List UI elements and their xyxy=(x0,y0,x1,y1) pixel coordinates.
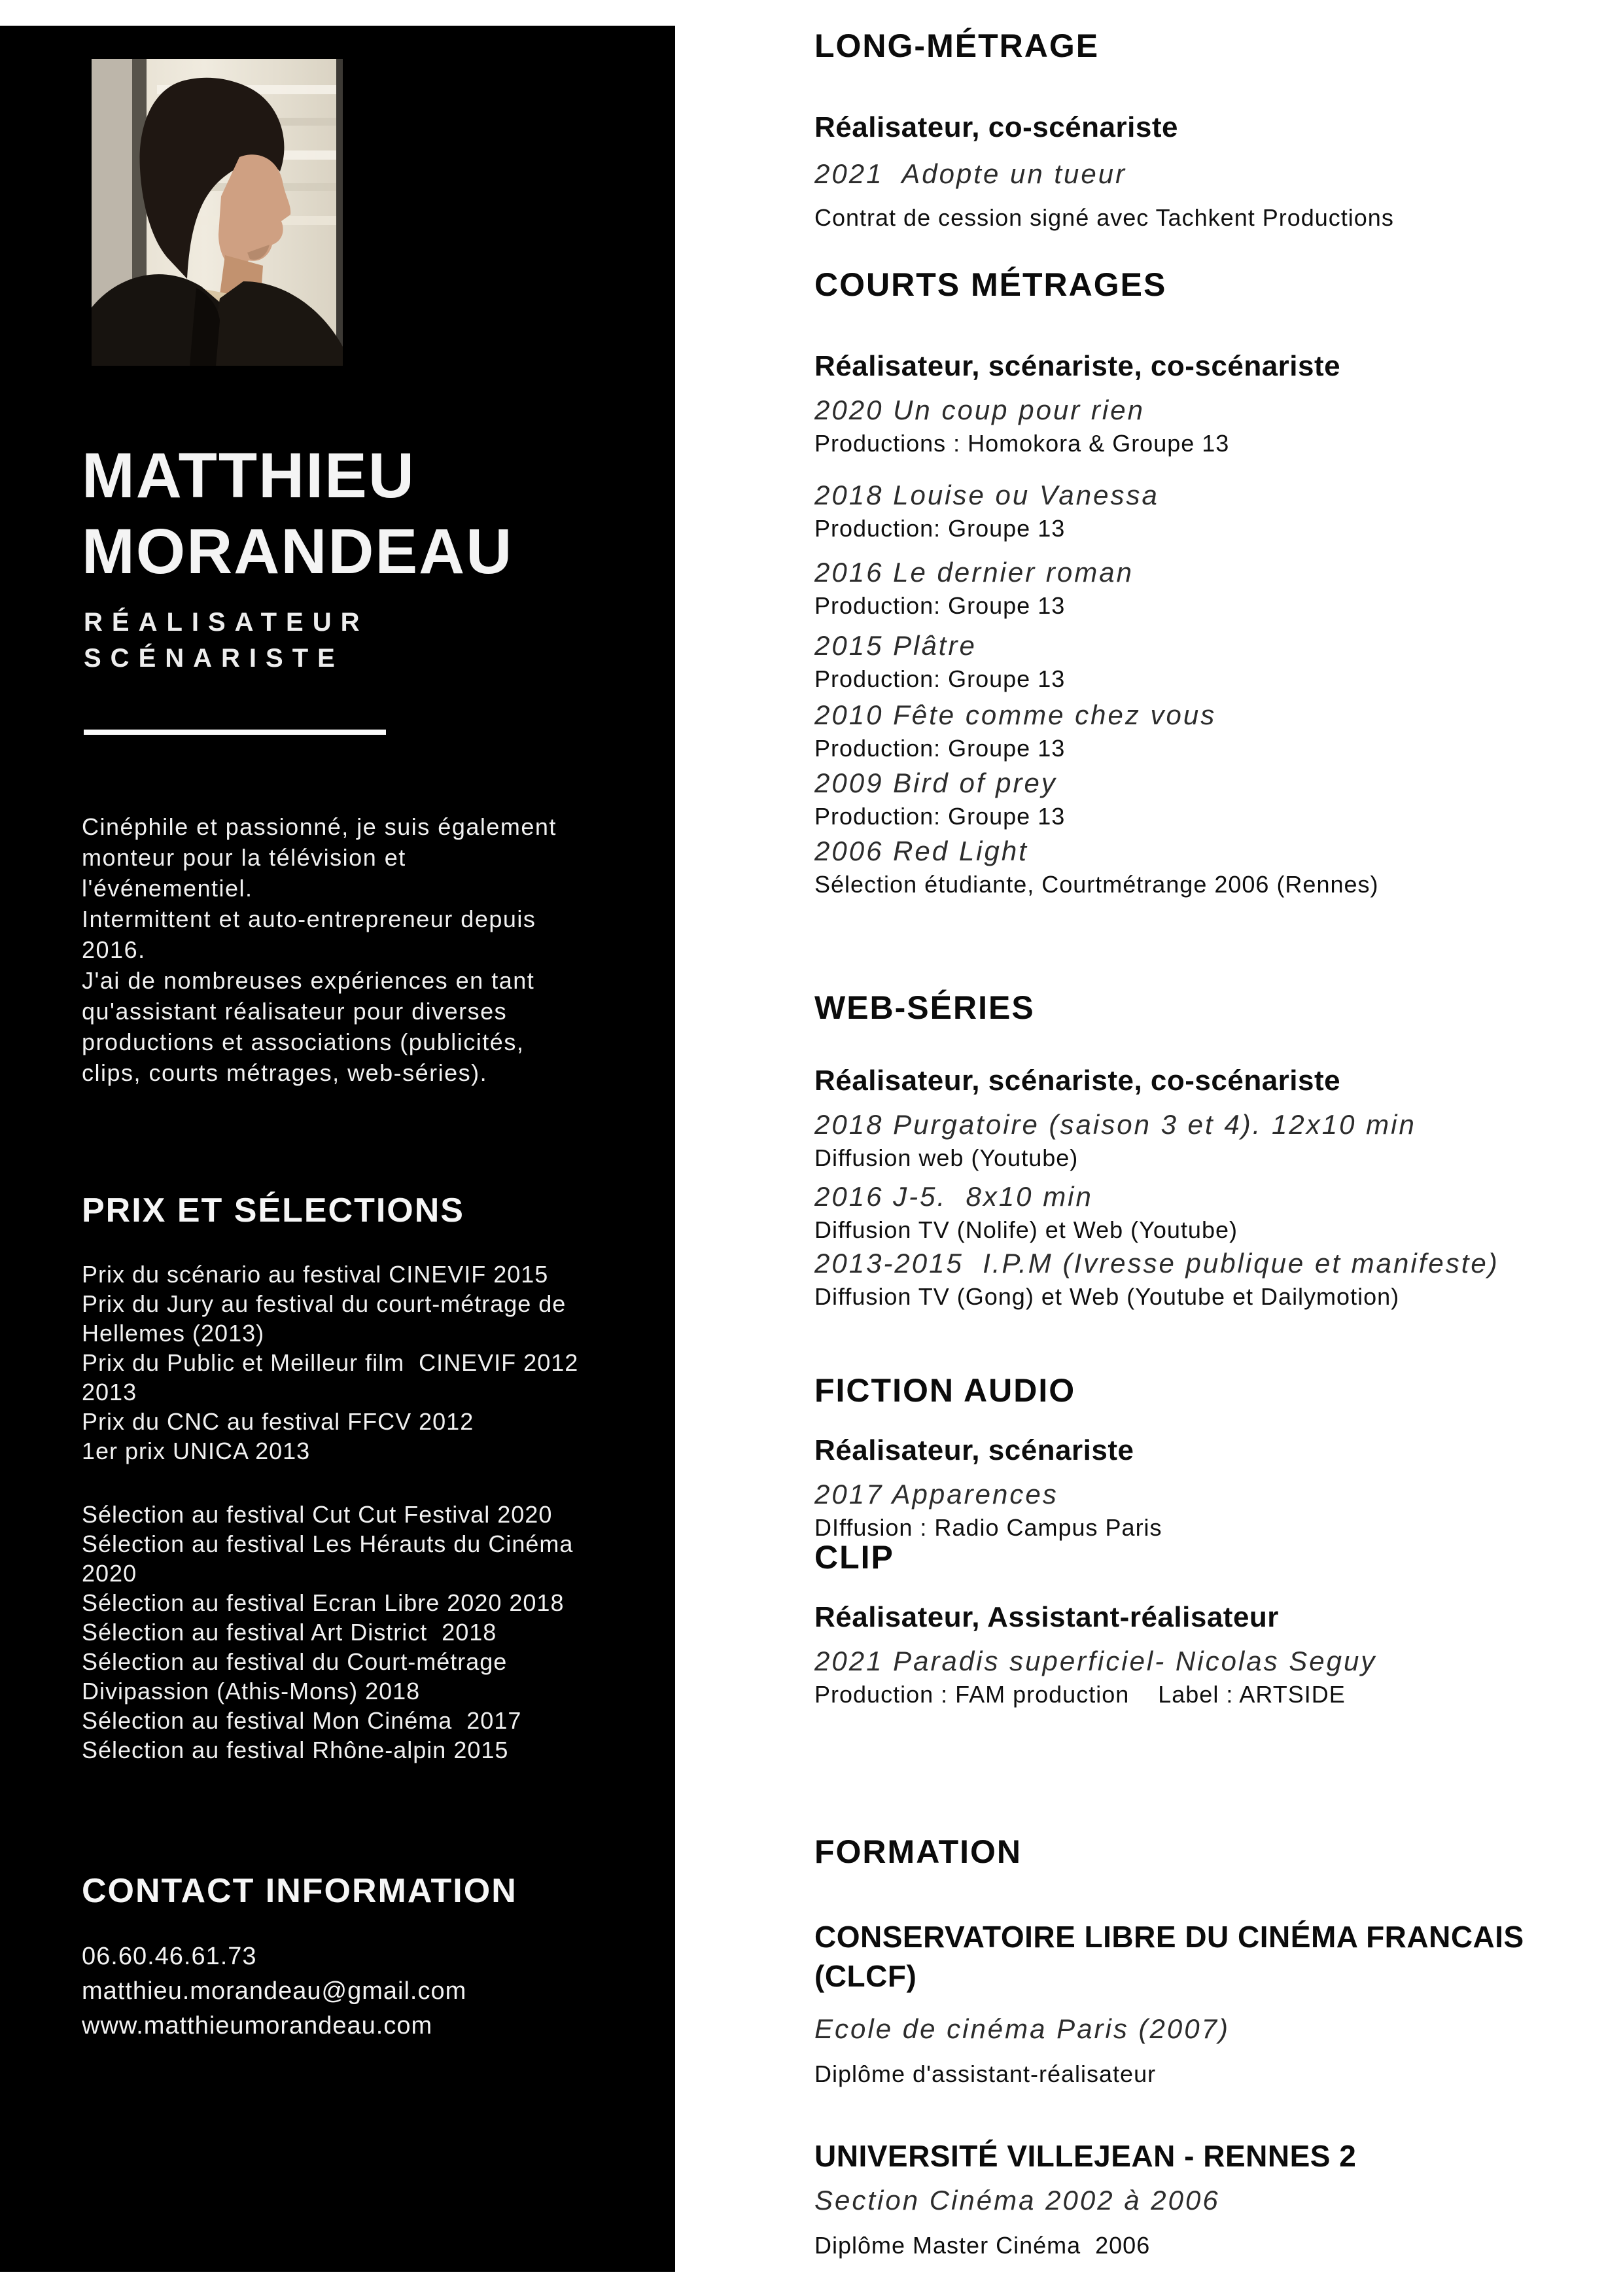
prize-item: 1er prix UNICA 2013 xyxy=(82,1438,311,1464)
selection-item: Sélection au festival Mon Cinéma 2017 xyxy=(82,1707,522,1734)
education-entry xyxy=(814,2136,1610,2262)
phone-number: 06.60.46.61.73 xyxy=(82,1943,257,1970)
film-detail: Production: Groupe 13 xyxy=(814,803,1066,830)
section-title: FORMATION xyxy=(814,1833,1022,1870)
email-address: matthieu.morandeau@gmail.com xyxy=(82,1977,467,2005)
film-title: 2015 Plâtre xyxy=(814,630,977,661)
film-detail: Productions : Homokora & Groupe 13 xyxy=(814,430,1230,457)
sidebar-divider xyxy=(84,730,386,735)
portrait-photo xyxy=(92,59,343,366)
selection-item: Sélection au festival Rhône-alpin 2015 xyxy=(82,1737,509,1763)
contact-details xyxy=(82,1939,466,2043)
filmography-entry xyxy=(814,1477,1610,1544)
selection-item: Sélection au festival Cut Cut Festival 2020 xyxy=(82,1501,553,1528)
section-fiction-audio xyxy=(814,1371,1610,1544)
section-role: Réalisateur, scénariste xyxy=(814,1434,1134,1466)
section-long-metrage xyxy=(814,26,1610,234)
selection-item: Sélection au festival Les Hérauts du Cinéma 2020 xyxy=(82,1530,581,1587)
film-detail: Production : FAM production Label : ARTSIDE xyxy=(814,1681,1346,1708)
section-role: Réalisateur, Assistant-réalisateur xyxy=(814,1601,1279,1633)
job-title-line1: RÉALISATEUR xyxy=(84,608,369,637)
section-web-series xyxy=(814,988,1610,1313)
bio-line: Intermittent et auto-entrepreneur depuis 2016. xyxy=(82,906,536,963)
filmography-entry xyxy=(814,766,1610,833)
filmography-entry xyxy=(814,478,1610,545)
section-clip xyxy=(814,1538,1610,1711)
film-title: 2017 Apparences xyxy=(814,1479,1058,1510)
film-title: 2016 J-5. 8x10 min xyxy=(814,1181,1093,1212)
bio-paragraph xyxy=(82,811,566,1088)
school-diploma: Diplôme Master Cinéma 2006 xyxy=(814,2232,1151,2259)
job-title-line2: SCÉNARISTE xyxy=(84,644,344,673)
film-detail: DIffusion : Radio Campus Paris xyxy=(814,1514,1162,1541)
film-title: 2021 Adopte un tueur xyxy=(814,158,1127,189)
filmography-entry xyxy=(814,1246,1610,1313)
main-column xyxy=(814,0,1610,2296)
film-detail: Diffusion web (Youtube) xyxy=(814,1144,1079,1171)
film-title: 2006 Red Light xyxy=(814,836,1028,866)
person-name-line1: MATTHIEU xyxy=(82,440,415,511)
section-courts-metrages xyxy=(814,265,1610,901)
film-title: 2020 Un coup pour rien xyxy=(814,395,1145,425)
section-title: CLIP xyxy=(814,1539,894,1576)
section-role: Réalisateur, co-scénariste xyxy=(814,111,1178,143)
film-detail: Diffusion TV (Nolife) et Web (Youtube) xyxy=(814,1216,1238,1243)
film-title: 2013-2015 I.P.M (Ivresse publique et manifeste) xyxy=(814,1248,1499,1279)
film-detail: Sélection étudiante, Courtmétrange 2006 (Rennes) xyxy=(814,871,1379,898)
selection-item: Sélection au festival Ecran Libre 2020 2018 xyxy=(82,1589,565,1616)
filmography-entry xyxy=(814,556,1610,622)
filmography-entry xyxy=(814,1108,1610,1174)
person-job-titles xyxy=(84,605,368,677)
section-formation xyxy=(814,1832,1610,2262)
film-detail: Production: Groupe 13 xyxy=(814,515,1066,542)
selection-item: Sélection au festival Art District 2018 xyxy=(82,1619,497,1646)
filmography-entry xyxy=(814,698,1610,765)
film-detail: Diffusion TV (Gong) et Web (Youtube et Dailymotion) xyxy=(814,1283,1400,1310)
section-role: Réalisateur, scénariste, co-scénariste xyxy=(814,350,1341,382)
prize-item: Prix du Jury au festival du court-métrage de Hellemes (2013) xyxy=(82,1290,574,1347)
section-title: FICTION AUDIO xyxy=(814,1372,1076,1409)
filmography-entry xyxy=(814,834,1610,901)
education-entry xyxy=(814,1917,1610,2091)
film-title: 2010 Fête comme chez vous xyxy=(814,699,1217,730)
person-name-line2: MORANDEAU xyxy=(82,516,514,587)
portrait-photo-illustration xyxy=(92,59,343,366)
bio-line: J'ai de nombreuses expériences en tant qu'assistant réalisateur pour diverses productions et associations (publicités, clips, courts métrages, web-séries). xyxy=(82,967,535,1086)
film-detail: Production: Groupe 13 xyxy=(814,735,1066,762)
school-name: CONSERVATOIRE LIBRE DU CINÉMA FRANCAIS (CLCF) xyxy=(814,1920,1533,1993)
school-program: Ecole de cinéma Paris (2007) xyxy=(814,2013,1230,2044)
prize-item: Prix du scénario au festival CINEVIF 2015 xyxy=(82,1261,549,1288)
sidebar xyxy=(0,25,675,2272)
section-title: WEB-SÉRIES xyxy=(814,989,1035,1026)
section-title: COURTS MÉTRAGES xyxy=(814,266,1167,303)
filmography-entry xyxy=(814,157,1610,234)
school-name: UNIVERSITÉ VILLEJEAN - RENNES 2 xyxy=(814,2139,1357,2173)
film-detail: Contrat de cession signé avec Tachkent Productions xyxy=(814,204,1394,231)
contact-section-title: CONTACT INFORMATION xyxy=(82,1872,517,1910)
website-url: www.matthieumorandeau.com xyxy=(82,2012,433,2040)
prizes-list xyxy=(82,1260,605,1466)
prize-item: Prix du Public et Meilleur film CINEVIF 2012 2013 xyxy=(82,1349,593,1405)
filmography-entry xyxy=(814,1180,1610,1246)
school-diploma: Diplôme d'assistant-réalisateur xyxy=(814,2060,1157,2087)
selections-list xyxy=(82,1500,605,1765)
film-title: 2018 Purgatoire (saison 3 et 4). 12x10 min xyxy=(814,1109,1416,1140)
awards-section-title: PRIX ET SÉLECTIONS xyxy=(82,1192,464,1229)
person-name xyxy=(82,438,664,590)
filmography-entry xyxy=(814,1644,1610,1711)
film-title: 2018 Louise ou Vanessa xyxy=(814,480,1159,510)
bio-line: Cinéphile et passionné, je suis également monteur pour la télévision et l'événementiel. xyxy=(82,813,557,902)
film-title: 2021 Paradis superficiel- Nicolas Seguy xyxy=(814,1646,1377,1676)
section-title: LONG-MÉTRAGE xyxy=(814,27,1100,64)
filmography-entry xyxy=(814,629,1610,696)
film-detail: Production: Groupe 13 xyxy=(814,592,1066,619)
film-detail: Production: Groupe 13 xyxy=(814,665,1066,692)
filmography-entry xyxy=(814,393,1610,460)
selection-item: Sélection au festival du Court-métrage Divipassion (Athis-Mons) 2018 xyxy=(82,1648,515,1704)
school-program: Section Cinéma 2002 à 2006 xyxy=(814,2185,1220,2216)
film-title: 2009 Bird of prey xyxy=(814,768,1057,798)
section-role: Réalisateur, scénariste, co-scénariste xyxy=(814,1065,1341,1097)
prize-item: Prix du CNC au festival FFCV 2012 xyxy=(82,1408,474,1435)
film-title: 2016 Le dernier roman xyxy=(814,557,1134,588)
